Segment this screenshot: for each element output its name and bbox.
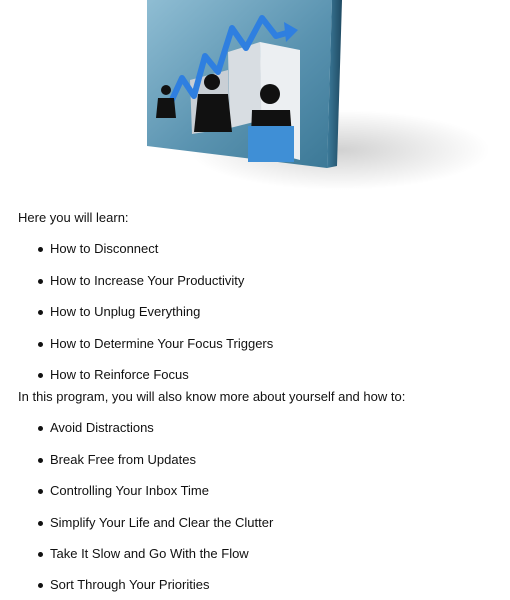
list-item: How to Reinforce Focus (18, 367, 498, 383)
list-item: Avoid Distractions (18, 420, 498, 436)
list-item: Sort Through Your Priorities (18, 577, 498, 593)
learn-list (18, 241, 498, 383)
list-item: Controlling Your Inbox Time (18, 483, 498, 499)
business-ebook-cover-icon (0, 0, 510, 190)
program-intro: In this program, you will also know more about yourself and how to: (18, 388, 406, 404)
ebook-cover (0, 0, 510, 190)
list-item: Break Free from Updates (18, 452, 498, 468)
learn-intro: Here you will learn: (18, 210, 129, 225)
list-item: Simplify Your Life and Clear the Clutter (18, 515, 498, 531)
list-item: How to Disconnect (18, 241, 498, 257)
list-item: How to Unplug Everything (18, 304, 498, 320)
page-content (18, 210, 498, 593)
list-item: Take It Slow and Go With the Flow (18, 546, 498, 562)
list-item: How to Increase Your Productivity (18, 273, 498, 289)
program-list (18, 420, 498, 593)
list-item: How to Determine Your Focus Triggers (18, 336, 498, 352)
